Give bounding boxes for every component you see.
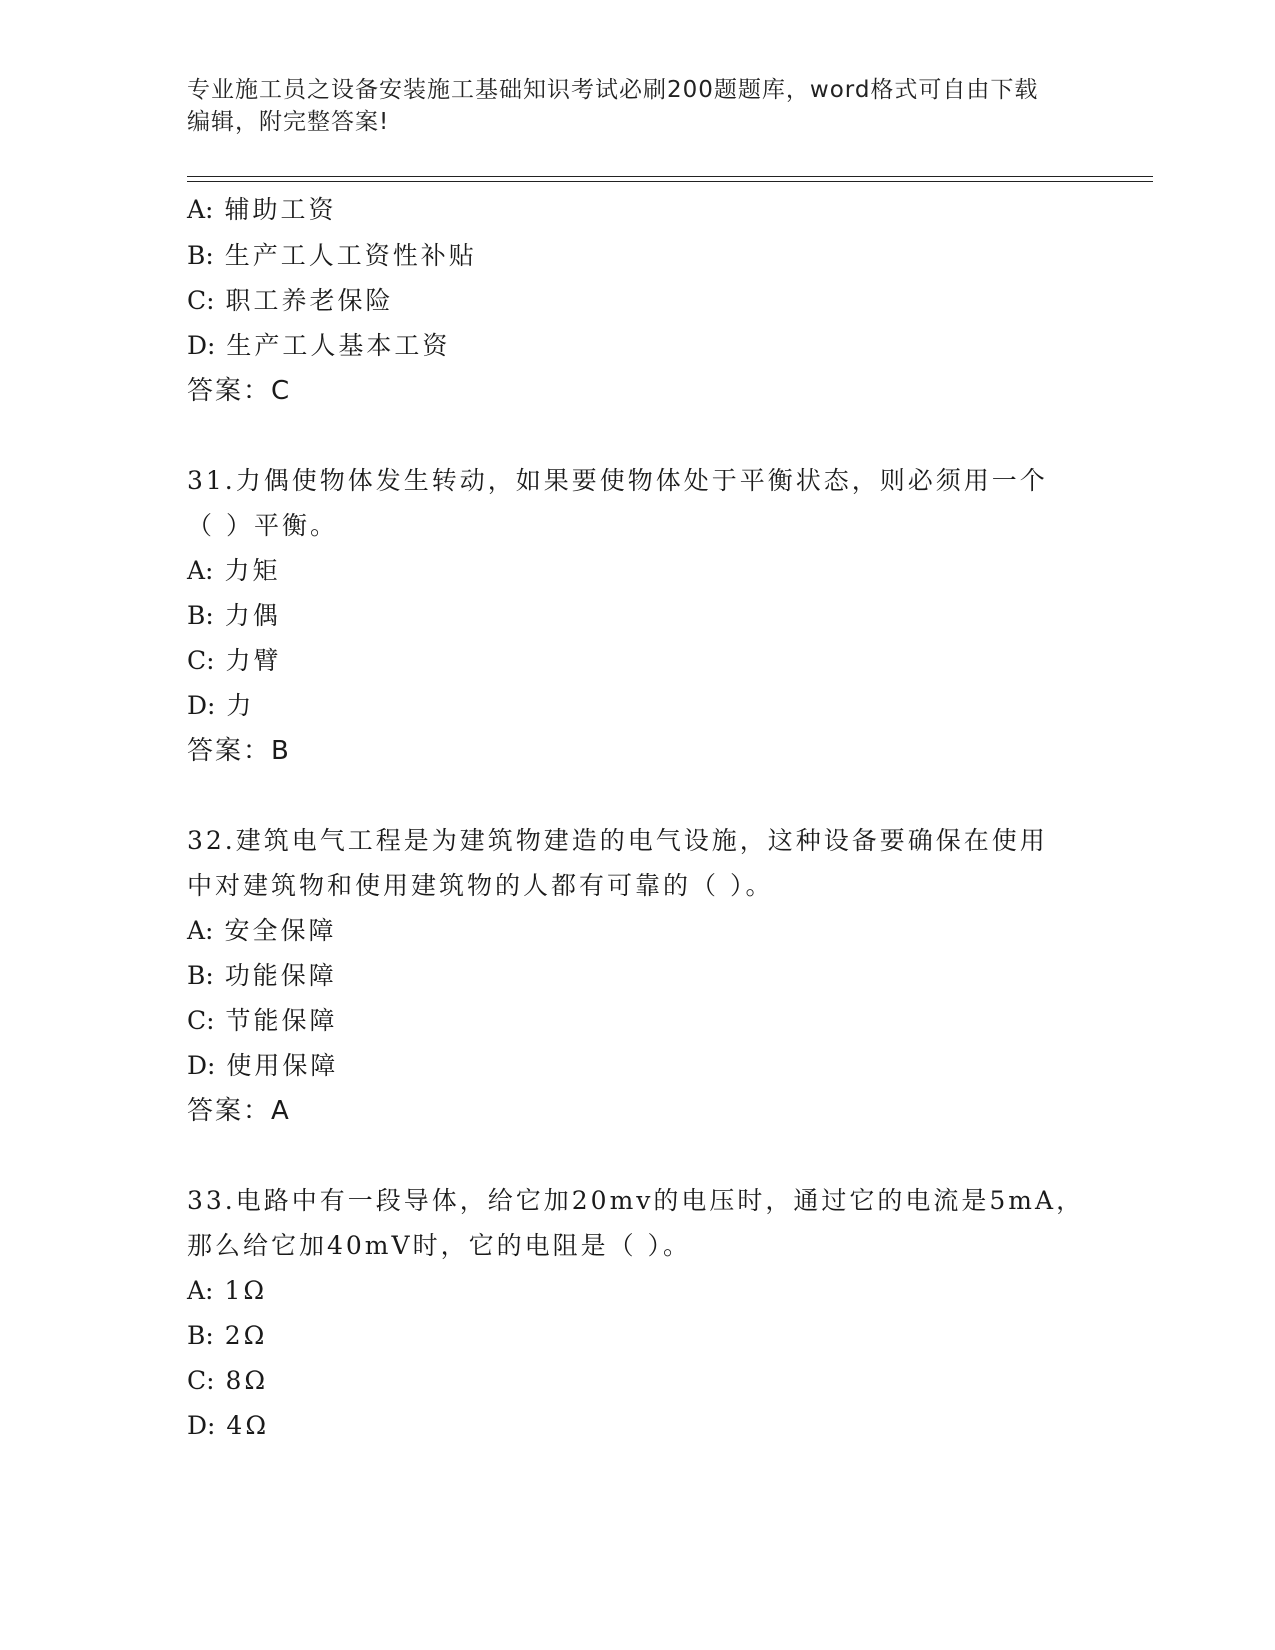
q30-answer: 答案：C xyxy=(187,376,292,406)
q32-option-d: D: 使用保障 xyxy=(187,1051,339,1080)
header-divider-bottom xyxy=(187,181,1153,182)
q31-option-d: D: 力 xyxy=(187,691,255,720)
q31-answer: 答案：B xyxy=(187,736,291,766)
q32-stem-line-2: 中对建筑物和使用建筑物的人都有可靠的（ ）。 xyxy=(187,871,774,900)
q31-stem-line-1: 31.力偶使物体发生转动，如果要使物体处于平衡状态，则必须用一个 xyxy=(187,466,1048,495)
q31-option-c: C: 力臂 xyxy=(187,646,282,675)
q33-option-d: D: 4Ω xyxy=(187,1411,270,1440)
q33-option-c: C: 8Ω xyxy=(187,1366,269,1395)
q33-stem-line-1: 33.电路中有一段导体，给它加20mv的电压时，通过它的电流是5mA， xyxy=(187,1186,1085,1215)
header-line-2: 编辑，附完整答案! xyxy=(187,109,390,135)
q30-option-b: B: 生产工人工资性补贴 xyxy=(187,241,477,270)
q33-stem-line-2: 那么给它加40mV时，它的电阻是（ ）。 xyxy=(187,1231,692,1260)
q31-option-b: B: 力偶 xyxy=(187,601,281,630)
q31-option-a: A: 力矩 xyxy=(187,556,281,585)
q32-stem-line-1: 32.建筑电气工程是为建筑物建造的电气设施，这种设备要确保在使用 xyxy=(187,826,1048,855)
q30-option-d: D: 生产工人基本工资 xyxy=(187,331,451,360)
q30-option-a: A: 辅助工资 xyxy=(187,195,337,224)
q31-stem-line-2: （ ）平衡。 xyxy=(187,511,338,540)
q32-option-b: B: 功能保障 xyxy=(187,961,337,990)
q32-option-c: C: 节能保障 xyxy=(187,1006,338,1035)
q32-option-a: A: 安全保障 xyxy=(187,916,337,945)
header-divider-top xyxy=(187,176,1153,177)
document-header xyxy=(187,74,1087,138)
q30-option-c: C: 职工养老保险 xyxy=(187,286,394,315)
header-line-1: 专业施工员之设备安装施工基础知识考试必刷200题题库，word格式可自由下载 xyxy=(187,77,1039,103)
q33-option-b: B: 2Ω xyxy=(187,1321,268,1350)
q33-option-a: A: 1Ω xyxy=(187,1276,268,1305)
q32-answer: 答案：A xyxy=(187,1096,291,1126)
